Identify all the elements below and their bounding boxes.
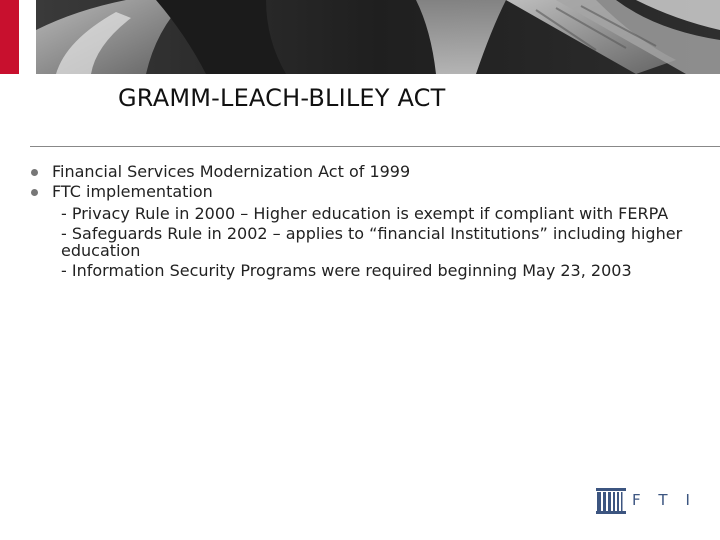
- bullet-icon: [31, 189, 38, 196]
- logo-text: FTI: [632, 491, 708, 509]
- sub-item: - Information Security Programs were required beginning May 23, 2003: [61, 261, 632, 280]
- accent-bar: [0, 0, 19, 74]
- bullet-item: [30, 182, 702, 202]
- header-photo: [36, 0, 720, 74]
- fti-logo: [596, 488, 708, 514]
- sub-item: - Privacy Rule in 2000 – Higher education is exempt if compliant with FERPA: [61, 204, 669, 223]
- slide-body: [30, 162, 702, 279]
- bullet-text: FTC implementation: [52, 182, 213, 201]
- bullet-item: [30, 162, 702, 182]
- pillar-logo-icon: [596, 488, 626, 514]
- slide-title: GRAMM-LEACH-BLILEY ACT: [118, 84, 446, 112]
- title-divider: [30, 146, 720, 147]
- bullet-text: Financial Services Modernization Act of 1999: [52, 162, 411, 181]
- bullet-icon: [31, 169, 38, 176]
- sub-item: - Safeguards Rule in 2002 – applies to “financial Institutions” including higher education: [61, 224, 683, 260]
